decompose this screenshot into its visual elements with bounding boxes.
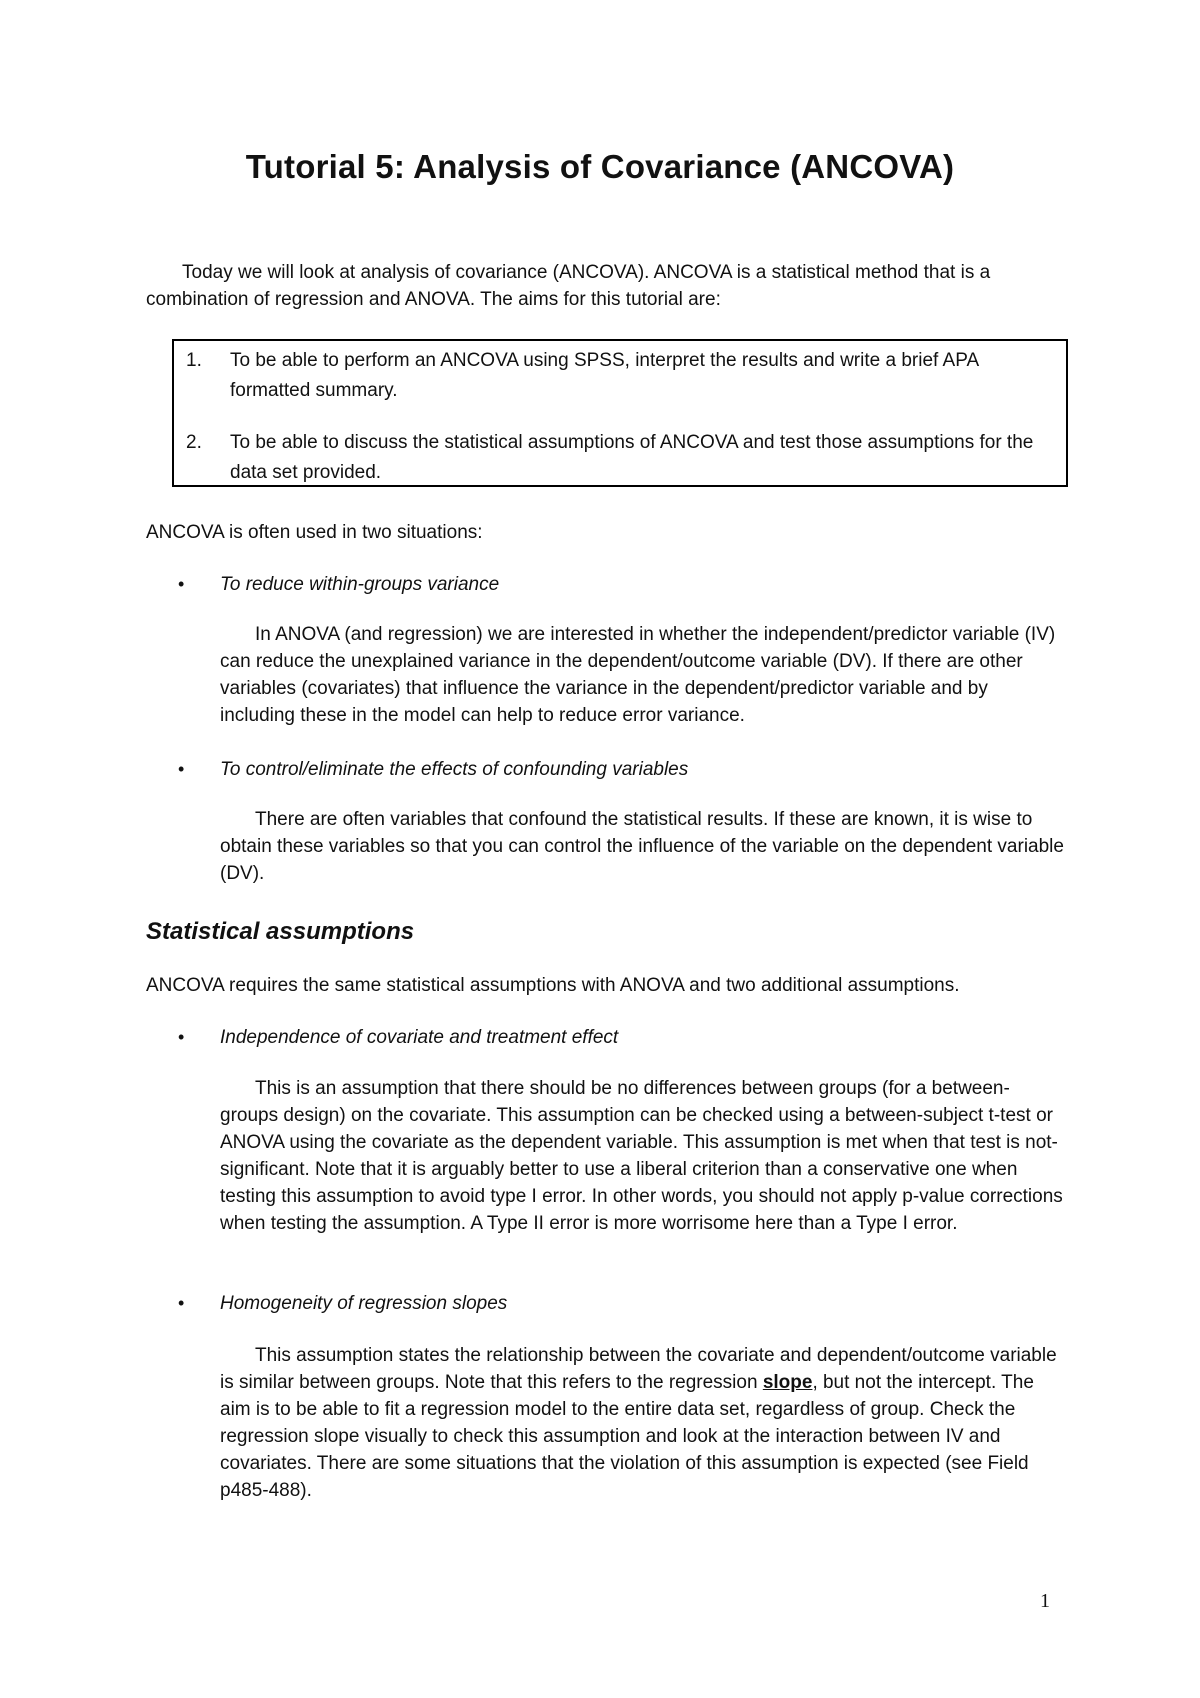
- aim-number: 2.: [186, 432, 202, 453]
- aim-number: 1.: [186, 350, 202, 371]
- section-heading: Statistical assumptions: [146, 918, 415, 945]
- paragraph-text: This assumption states the relationship between the covariate and dependent/outcome variable is similar between groups. Note that this refers to the regression: [220, 1345, 1057, 1393]
- bullet-label: To reduce within-groups variance: [220, 574, 500, 595]
- bullet-icon: •: [178, 1293, 185, 1313]
- assumption-paragraph: This is an assumption that there should be no differences between groups (for a between-groups design) on the covariate. This assumption can be checked using a between-subject t-test or ANOVA using the covariate as the dependent variable. This assumption is met when that test is not-significant. Note that it is arguably better to use a liberal criterion than a conservative one when testing this assumption to avoid type I error. In other words, you should not apply p-value corrections when testing the assumption. A Type II error is more worrisome here than a Type I error.: [220, 1078, 1063, 1234]
- aim-text: To be able to discuss the statistical assumptions of ANCOVA and test those assumptions for the data set provided.: [230, 432, 1034, 483]
- assumptions-lead: ANCOVA requires the same statistical assumptions with ANOVA and two additional assumptions.: [146, 975, 960, 996]
- bullet-label: Independence of covariate and treatment effect: [220, 1027, 619, 1048]
- situation-paragraph: In ANOVA (and regression) we are interested in whether the independent/predictor variable (IV) can reduce the unexplained variance in the dependent/outcome variable (DV). If there are other variables (covariates) that influence the variance in the dependent/predictor variable and by including these in the model can help to reduce error variance.: [220, 624, 1056, 726]
- aim-item: [186, 428, 1046, 488]
- aim-item: [186, 346, 1046, 406]
- emphasis-word: slope: [762, 1372, 813, 1393]
- bullet-icon: •: [178, 1027, 185, 1047]
- paragraph-text: , but not the intercept. The aim is to be able to fit a regression model to the entire data set, regardless of group. Check the regression slope visually to check this assumption and look at the interaction between IV and covariates. There are some situations that the violation of this assumption is expected (see Field p485-488).: [220, 1372, 1034, 1501]
- intro-paragraph: Today we will look at analysis of covariance (ANCOVA). ANCOVA is a statistical method that is a combination of regression and ANOVA. The aims for this tutorial are:: [146, 262, 991, 310]
- situations-lead: ANCOVA is often used in two situations:: [146, 522, 483, 543]
- assumption-paragraph: [220, 1342, 1066, 1504]
- bullet-icon: •: [178, 759, 185, 779]
- situation-paragraph: There are often variables that confound the statistical results. If these are known, it is wise to obtain these variables so that you can control the influence of the variable on the dependent variable (DV).: [220, 809, 1064, 884]
- aims-box: [172, 339, 1068, 487]
- bullet-label: Homogeneity of regression slopes: [220, 1293, 508, 1314]
- bullet-label: To control/eliminate the effects of confounding variables: [220, 759, 689, 780]
- aim-text: To be able to perform an ANCOVA using SPSS, interpret the results and write a brief APA formatted summary.: [230, 350, 979, 401]
- page-number: 1: [1040, 1590, 1050, 1612]
- bullet-icon: •: [178, 574, 185, 594]
- page-title: Tutorial 5: Analysis of Covariance (ANCOVA): [245, 148, 955, 185]
